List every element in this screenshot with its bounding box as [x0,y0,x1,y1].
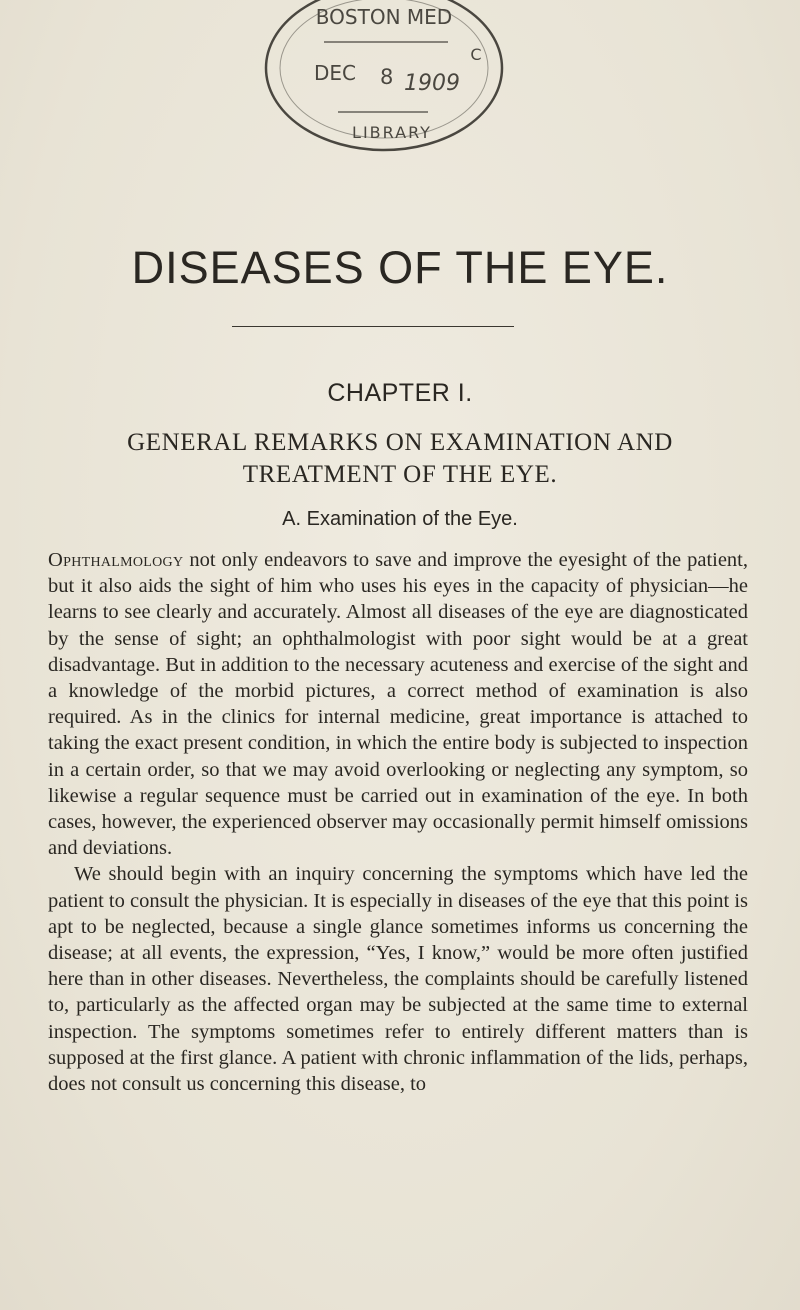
title-divider [232,326,514,327]
paragraph-lead-word: Ophthalmology [48,549,184,571]
stamp-right-text: C [470,45,482,64]
chapter-title [0,427,800,491]
paragraph-1-text: not only endeavors to save and improve the eyesight of the patient, but it also aids the sight of him who uses his eyes in the capacity of physician—he learns to see clearly and accurately. Almost all diseases of the eye are diagnosticated by the sense of sight; an ophthalmologist with poor sight would be at a great disadvantage. But in addition to the necessary acuteness and exercise of the sight and a knowledge of the morbid pictures, a correct method of examination is also required. As in the clinics for internal medicine, great importance is attached to taking the exact present condition, in which the entire body is subjected to inspection in a certain order, so that we may avoid overlooking or neglecting any symptom, so likewise a regular sequence must be carried out in examination of the eye. In both cases, however, the experienced observer may occasionally permit himself omissions and deviations. [48,549,748,860]
stamp-date-year: 1909 [404,71,460,96]
library-stamp-graphic [252,0,516,170]
stamp-date-day: 8 [380,65,394,89]
section-heading: A. Examination of the Eye. [282,508,518,530]
body-text [48,547,748,1097]
paragraph-2: We should begin with an inquiry concerning the symptoms which have led the patient to consult the physician. It is especially in diseases of the eye that this point is apt to be neglected, because a single glance sometimes informs us concerning the disease; at all events, the expression, “Yes, I know,” would be more often justified here than in other diseases. Nevertheless, the complaints should be carefully listened to, particularly as the affected organ may be subjected at the same time to external inspection. The symptoms sometimes refer to entirely different matters than is supposed at the first glance. A patient with chronic inflammation of the lids, perhaps, does not consult us concerning this disease, to [48,863,748,1096]
paragraph-1 [48,547,748,861]
book-title: DISEASES OF THE EYE. [131,242,669,293]
chapter-title-line-1: GENERAL REMARKS ON EXAMINATION AND [127,429,673,456]
library-stamp [252,0,516,170]
stamp-bottom-text: LIBRARY [352,123,432,142]
stamp-top-text: BOSTON MED [315,5,453,29]
chapter-label: CHAPTER I. [327,379,473,407]
stamp-date-month: DEC [314,61,357,85]
chapter-title-line-2: TREATMENT OF THE EYE. [242,461,558,488]
